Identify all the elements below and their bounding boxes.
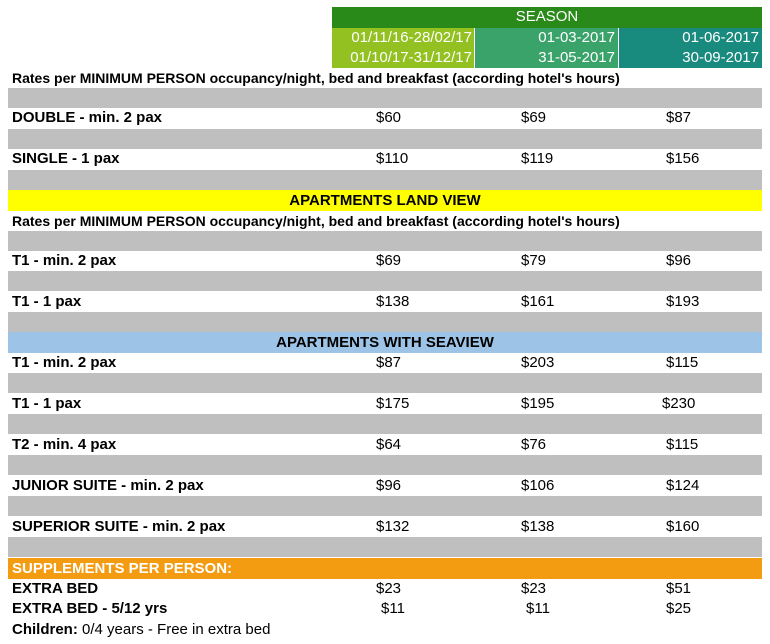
- rate-value: $96: [666, 252, 692, 269]
- children-note: [12, 620, 270, 640]
- rate-value: $96: [376, 477, 402, 494]
- rate-value: $64: [376, 436, 402, 453]
- rate-value: $25: [666, 600, 692, 617]
- gray-divider: [8, 373, 762, 393]
- supplement-label: EXTRA BED - 5/12 yrs: [12, 600, 168, 617]
- season-col1-line1: 01/11/16-28/02/17: [351, 29, 472, 46]
- rate-value: $138: [521, 518, 555, 535]
- room-label: T1 - 1 pax: [12, 395, 82, 412]
- sea-view-title: APARTMENTS WITH SEAVIEW: [8, 332, 762, 353]
- rate-value: $115: [666, 354, 699, 371]
- room-label: SUPERIOR SUITE - min. 2 pax: [12, 518, 226, 535]
- land-view-title: APARTMENTS LAND VIEW: [8, 190, 762, 211]
- season-col2-line2: 31-05-2017: [538, 49, 615, 66]
- land-view-note: Rates per MINIMUM PERSON occupancy/night, bed and breakfast (according hotel's hours): [12, 213, 620, 229]
- rate-value: $138: [376, 293, 410, 310]
- season-col1-line2: 01/10/17-31/12/17: [350, 49, 472, 66]
- gray-divider: [8, 129, 762, 149]
- gray-divider: [8, 455, 762, 475]
- gray-divider: [8, 312, 762, 332]
- room-label: T1 - min. 2 pax: [12, 252, 117, 269]
- rate-value: $230: [662, 395, 696, 412]
- gray-divider: [8, 414, 762, 434]
- room-label: JUNIOR SUITE - min. 2 pax: [12, 477, 204, 494]
- gray-divider: [8, 88, 762, 108]
- rate-value: $51: [666, 580, 692, 597]
- rates-note: Rates per MINIMUM PERSON occupancy/night, bed and breakfast (according hotel's hours): [12, 70, 620, 86]
- children-text: 0/4 years - Free in extra bed: [77, 621, 271, 638]
- gray-divider: [8, 271, 762, 291]
- supplement-label: EXTRA BED: [12, 580, 99, 597]
- season-col3-line1: 01-06-2017: [682, 29, 759, 46]
- rate-value: $160: [666, 518, 700, 535]
- gray-divider: [8, 537, 762, 557]
- rate-value: $193: [666, 293, 700, 310]
- rate-value: $69: [376, 252, 402, 269]
- rate-value: $76: [521, 436, 547, 453]
- rate-value: $79: [521, 252, 547, 269]
- season-title: SEASON: [332, 7, 762, 28]
- supplements-title: SUPPLEMENTS PER PERSON:: [8, 558, 762, 579]
- rate-value: $23: [376, 580, 402, 597]
- rate-value: $119: [521, 150, 554, 167]
- rate-value: $124: [666, 477, 700, 494]
- room-label: T2 - min. 4 pax: [12, 436, 117, 453]
- rate-value: $195: [521, 395, 555, 412]
- season-col3-line2: 30-09-2017: [682, 49, 759, 66]
- rate-value: $203: [521, 354, 555, 371]
- gray-divider: [8, 170, 762, 190]
- room-label: T1 - min. 2 pax: [12, 354, 117, 371]
- children-label: Children:: [12, 621, 78, 638]
- rate-value: $156: [666, 150, 700, 167]
- rate-value: $161: [521, 293, 555, 310]
- rate-value: $106: [521, 477, 555, 494]
- rate-value: $110: [376, 150, 409, 167]
- gray-divider: [8, 496, 762, 516]
- rate-value: $23: [521, 580, 547, 597]
- rate-value: $11: [526, 600, 550, 617]
- gray-divider: [8, 231, 762, 251]
- rate-value: $87: [666, 109, 692, 126]
- rate-value: $69: [521, 109, 547, 126]
- room-label: SINGLE - 1 pax: [12, 150, 120, 167]
- room-label: T1 - 1 pax: [12, 293, 82, 310]
- rate-value: $60: [376, 109, 402, 126]
- room-label: DOUBLE - min. 2 pax: [12, 109, 163, 126]
- rate-value: $115: [666, 436, 699, 453]
- season-col2-line1: 01-03-2017: [538, 29, 615, 46]
- rate-value: $132: [376, 518, 410, 535]
- rate-value: $175: [376, 395, 410, 412]
- rate-value: $11: [381, 600, 405, 617]
- rate-value: $87: [376, 354, 402, 371]
